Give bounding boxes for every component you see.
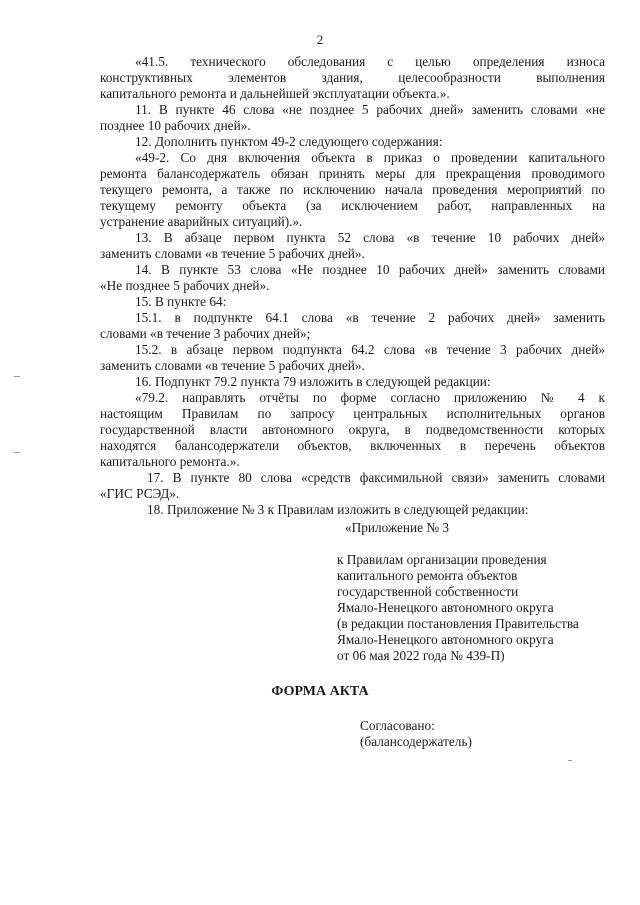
paragraph-line: 11. В пункте 46 слова «не позднее 5 рабочих дней» заменить словами «не: [135, 102, 605, 117]
paragraph-line: настоящим Правилам по запросу центральных исполнительных органов: [100, 406, 605, 421]
appendix-line: к Правилам организации проведения: [337, 552, 547, 567]
paragraph-line: 15.2. в абзаце первом подпункта 64.2 слова «в течение 3 рабочих дней»: [135, 342, 605, 357]
appendix-heading: «Приложение № 3: [345, 520, 449, 535]
appendix-line: (в редакции постановления Правительства: [337, 616, 579, 631]
paragraph-line: 15. В пункте 64:: [135, 294, 227, 309]
paragraph-line: 15.1. в подпункте 64.1 слова «в течение 2 рабочих дней» заменить: [135, 310, 605, 325]
appendix-line: Ямало-Ненецкого автономного округа: [337, 632, 554, 647]
paragraph-line: заменить словами «в течение 5 рабочих дней».: [100, 246, 365, 261]
scan-mark: [568, 760, 572, 761]
paragraph-line: капитального ремонта и дальнейшей эксплуатации объекта.».: [100, 86, 450, 101]
paragraph-line: капитального ремонта.».: [100, 454, 240, 469]
paragraph-line: текущему ремонту объекта (за исключением работ, направленных на: [100, 198, 605, 213]
appendix-line: капитального ремонта объектов: [337, 568, 518, 583]
paragraph-line: текущего ремонта, а также по исключению начала проведения мероприятий по: [100, 182, 605, 197]
paragraph-line: 18. Приложение № 3 к Правилам изложить в следующей редакции:: [147, 502, 529, 517]
paragraph-line: 13. В абзаце первом пункта 52 слова «в течение 10 рабочих дней»: [135, 230, 605, 245]
paragraph-line: 12. Дополнить пунктом 49-2 следующего содержания:: [135, 134, 443, 149]
paragraph-line: 14. В пункте 53 слова «Не позднее 10 рабочих дней» заменить словами: [135, 262, 605, 277]
paragraph-line: 16. Подпункт 79.2 пункта 79 изложить в следующей редакции:: [135, 374, 491, 389]
appendix-line: от 06 мая 2022 года № 439-П): [337, 648, 505, 663]
scan-mark: [14, 376, 20, 377]
paragraph-line: «41.5. технического обследования с целью определения износа: [135, 54, 605, 69]
appendix-line: государственной собственности: [337, 584, 519, 599]
paragraph-line: позднее 10 рабочих дней».: [100, 118, 251, 133]
paragraph-line: ремонта балансодержатель обязан принять меры для прекращения проводимого: [100, 166, 605, 181]
paragraph-line: государственной власти автономного округа, в подведомственности которых: [100, 422, 605, 437]
paragraph-line: «Не позднее 5 рабочих дней».: [100, 278, 270, 293]
paragraph-line: «49-2. Со дня включения объекта в приказ о проведении капитального: [135, 150, 605, 165]
paragraph-line: «79.2. направлять отчёты по форме согласно приложению № 4 к: [135, 390, 605, 405]
paragraph-line: находятся балансодержатели объектов, включенных в перечень объектов: [100, 438, 605, 453]
page-number: 2: [316, 32, 324, 47]
agreed-label: Согласовано:: [360, 718, 435, 733]
scan-mark: [14, 452, 20, 453]
paragraph-line: 17. В пункте 80 слова «средств факсимильной связи» заменить словами: [147, 470, 605, 485]
paragraph-line: заменить словами «в течение 5 рабочих дней».: [100, 358, 365, 373]
paragraph-line: словами «в течение 3 рабочих дней»;: [100, 326, 311, 341]
paragraph-line: «ГИС РСЭД».: [100, 486, 180, 501]
appendix-line: Ямало-Ненецкого автономного округа: [337, 600, 554, 615]
form-title: ФОРМА АКТА: [271, 684, 369, 699]
paragraph-line: устранение аварийных ситуаций).».: [100, 214, 303, 229]
agreed-role: (балансодержатель): [360, 734, 472, 749]
paragraph-line: конструктивных элементов здания, целесообразности выполнения: [100, 70, 605, 85]
